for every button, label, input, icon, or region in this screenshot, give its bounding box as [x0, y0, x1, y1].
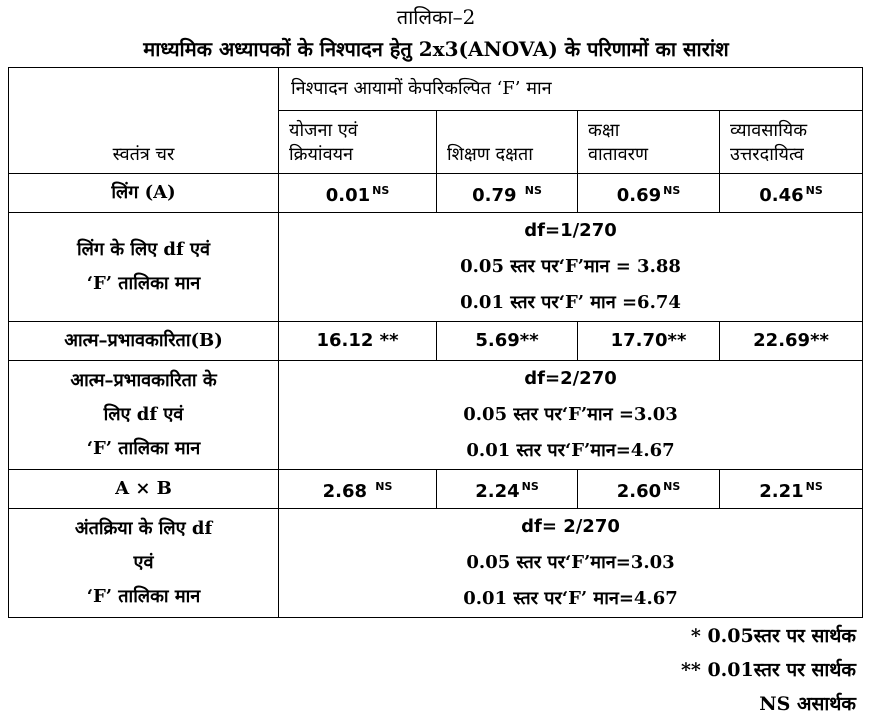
self-efficacy-value: 5.69**: [437, 322, 578, 361]
gender-row: [9, 174, 863, 213]
f-table-005: 0.05 स्तर पर‘F’मान =3.03: [463, 404, 678, 425]
col-header-line: क्रियांवयन: [289, 144, 354, 165]
interaction-value: 2.24 $^{NS}$: [437, 470, 578, 509]
group-header: निश्पादन आयामों केपरिकल्पित ‘F’ मान: [279, 68, 863, 111]
variable-header: स्वतंत्र चर: [9, 68, 279, 174]
gender-df-info: [279, 213, 863, 322]
self-efficacy-value: 17.70**: [578, 322, 720, 361]
df-value: df=1/270: [524, 220, 617, 241]
df-value: df= 2/270: [521, 516, 620, 537]
self-efficacy-row: [9, 322, 863, 361]
interaction-row: [9, 470, 863, 509]
col-header-line: योजना एवं: [289, 120, 358, 141]
self-efficacy-df-label: [9, 361, 279, 470]
col-header-teaching: [437, 111, 578, 174]
gender-df-label: [9, 213, 279, 322]
col-header-classroom: [578, 111, 720, 174]
f-table-001: 0.01 स्तर पर‘F’मान=4.67: [466, 440, 675, 461]
col-header-line: व्यावसायिक: [730, 120, 808, 141]
interaction-value: 2.60 $^{NS}$: [578, 470, 720, 509]
interaction-value: 2.68 $^{NS}$: [279, 470, 437, 509]
f-table-001: 0.01 स्तर पर‘F’ मान=4.67: [463, 588, 678, 609]
interaction-df-row: [9, 509, 863, 618]
label-line: आत्म–प्रभावकारिता के: [70, 370, 217, 391]
anova-table: [8, 67, 863, 618]
f-table-001: 0.01 स्तर पर‘F’ मान =6.74: [460, 292, 681, 313]
footnote-001: ** 0.01स्तर पर सार्थक: [680, 659, 856, 681]
col-header-line: उत्तरदायित्व: [730, 144, 804, 165]
label-line: एवं: [133, 552, 154, 573]
col-header-planning: [279, 111, 437, 174]
col-header-line: वातावरण: [588, 144, 648, 165]
self-efficacy-label: आत्म–प्रभावकारिता(B): [9, 322, 279, 361]
f-table-005: 0.05 स्तर पर‘F’मान = 3.88: [460, 256, 681, 277]
self-efficacy-value: 16.12 **: [279, 322, 437, 361]
col-header-line: शिक्षण दक्षता: [447, 144, 533, 165]
interaction-df-info: [279, 509, 863, 618]
self-efficacy-df-row: [9, 361, 863, 470]
interaction-label: A × B: [9, 470, 279, 509]
self-efficacy-value: 22.69**: [720, 322, 863, 361]
gender-label: लिंग (A): [9, 174, 279, 213]
interaction-df-label: [9, 509, 279, 618]
self-efficacy-df-info: [279, 361, 863, 470]
label-line: ‘F’ तालिका मान: [86, 586, 201, 607]
gender-value: 0.79 $^{NS}$: [437, 174, 578, 213]
gender-value: 0.69 $^{NS}$: [578, 174, 720, 213]
label-line: ‘F’ तालिका मान: [86, 273, 201, 294]
label-line: लिंग के लिए df एवं: [76, 239, 210, 260]
header-row-1: [9, 68, 863, 111]
footnote-ns: NS असार्थक: [759, 693, 856, 715]
label-line: लिए df एवं: [103, 404, 184, 425]
gender-value: 0.01 $^{NS}$: [279, 174, 437, 213]
gender-df-row: [9, 213, 863, 322]
df-value: df=2/270: [524, 368, 617, 389]
gender-value: 0.46 $^{NS}$: [720, 174, 863, 213]
table-title: माध्यमिक अध्यापकों के निश्पादन हेतु 2x3(ANOVA) के परिणामों का सारांश: [143, 37, 729, 61]
label-line: अंतक्रिया के लिए df: [74, 518, 213, 539]
col-header-professional: [720, 111, 863, 174]
col-header-line: कक्षा: [588, 120, 620, 141]
f-table-005: 0.05 स्तर पर‘F’मान=3.03: [466, 552, 675, 573]
table-caption: तालिका–2: [396, 5, 476, 29]
interaction-value: 2.21 $^{NS}$: [720, 470, 863, 509]
label-line: ‘F’ तालिका मान: [86, 438, 201, 459]
footnote-005: * 0.05स्तर पर सार्थक: [690, 625, 856, 647]
